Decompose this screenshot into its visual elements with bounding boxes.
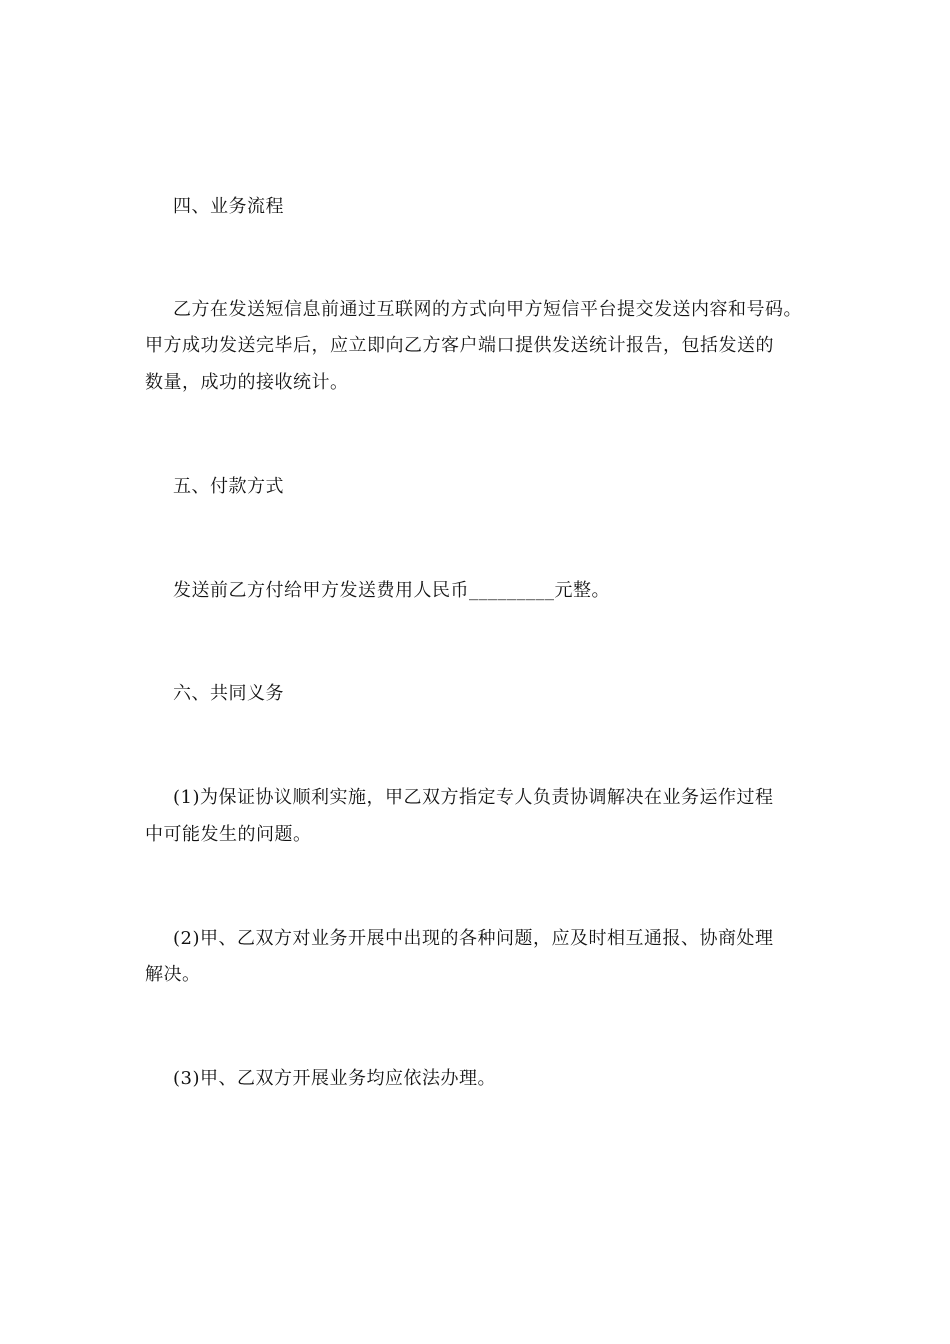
paragraph-line: 乙方在发送短信息前通过互联网的方式向甲方短信平台提交发送内容和号码。 <box>173 299 802 320</box>
paragraph-line: 甲方成功发送完毕后，应立即向乙方客户端口提供发送统计报告，包括发送的 <box>145 335 774 356</box>
paragraph-line: 数量，成功的接收统计。 <box>145 372 349 393</box>
section-heading-business-process: 四、业务流程 <box>173 196 284 217</box>
list-item-line: 解决。 <box>145 964 201 985</box>
section-heading-payment-method: 五、付款方式 <box>173 476 284 497</box>
list-item-line: (2)甲、乙双方对业务开展中出现的各种问题，应及时相互通报、协商处理 <box>173 928 774 949</box>
list-item-line: (3)甲、乙双方开展业务均应依法办理。 <box>173 1068 496 1089</box>
section-heading-common-obligations: 六、共同义务 <box>173 683 284 704</box>
list-item-line: (1)为保证协议顺利实施，甲乙双方指定专人负责协调解决在业务运作过程 <box>173 787 774 808</box>
list-item-line: 中可能发生的问题。 <box>145 824 312 845</box>
paragraph-line: 发送前乙方付给甲方发送费用人民币_________元整。 <box>173 580 610 601</box>
